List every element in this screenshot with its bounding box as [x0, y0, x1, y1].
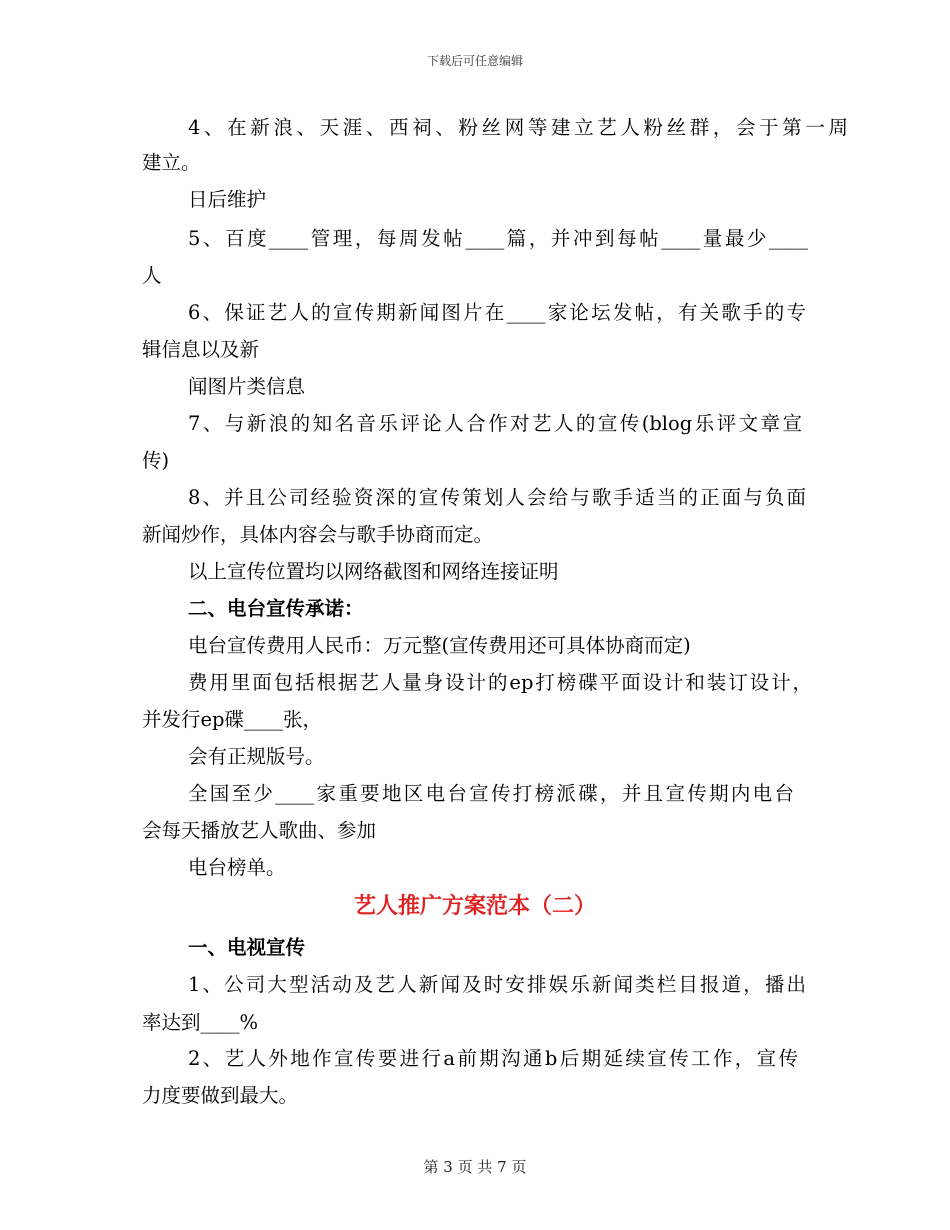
paragraph-line: 全国至少____家重要地区电台宣传打榜派碟，并且宣传期内电台	[188, 782, 794, 805]
paragraph-line: 闻图片类信息	[188, 375, 306, 398]
paragraph-line: 传)	[142, 449, 170, 472]
paragraph-line: 力度要做到最大。	[142, 1084, 299, 1107]
paragraph-line: 7、与新浪的知名音乐评论人合作对艺人的宣传(blog乐评文章宣	[188, 412, 802, 435]
page-footer: 第 3 页 共 7 页	[423, 1158, 527, 1176]
paragraph-line: 费用里面包括根据艺人量身设计的ep打榜碟平面设计和装订设计，	[188, 671, 812, 694]
paragraph-line: 1、公司大型活动及艺人新闻及时安排娱乐新闻类栏目报道，播出	[188, 973, 806, 996]
paragraph-line: 2、艺人外地作宣传要进行a前期沟通b后期延续宣传工作，宣传	[188, 1047, 798, 1070]
paragraph-line: 以上宣传位置均以网络截图和网络连接证明	[188, 560, 559, 583]
paragraph-line: 电台宣传费用人民币：万元整(宣传费用还可具体协商而定)	[188, 634, 691, 657]
paragraph-line: 会有正规版号。	[188, 745, 325, 768]
paragraph-line: 6、保证艺人的宣传期新闻图片在____家论坛发帖，有关歌手的专	[188, 301, 806, 324]
section-heading: 一、电视宣传	[188, 936, 306, 959]
paragraph-line: 建立。	[142, 151, 201, 174]
section-heading: 二、电台宣传承诺：	[188, 597, 364, 620]
paragraph-line: 5、百度____管理，每周发帖____篇，并冲到每帖____量最少____	[188, 227, 808, 250]
paragraph-line: 会每天播放艺人歌曲、参加	[142, 819, 377, 842]
paragraph-line: 辑信息以及新	[142, 338, 260, 361]
paragraph-line: 人	[142, 264, 162, 287]
paragraph-line: 8、并且公司经验资深的宣传策划人会给与歌手适当的正面与负面	[188, 486, 806, 509]
paragraph-line: 日后维护	[188, 188, 267, 211]
paragraph-line: 电台榜单。	[188, 856, 286, 879]
page-header: 下载后可任意编辑	[426, 54, 523, 68]
paragraph-line: 4、在新浪、天涯、西祠、粉丝网等建立艺人粉丝群，会于第一周	[188, 116, 848, 139]
paragraph-line: 率达到____%	[142, 1011, 259, 1034]
paragraph-line: 新闻炒作，具体内容会与歌手协商而定。	[142, 523, 494, 546]
section-title: 艺人推广方案范本（二）	[353, 893, 596, 919]
paragraph-line: 并发行ep碟____张，	[142, 708, 323, 731]
